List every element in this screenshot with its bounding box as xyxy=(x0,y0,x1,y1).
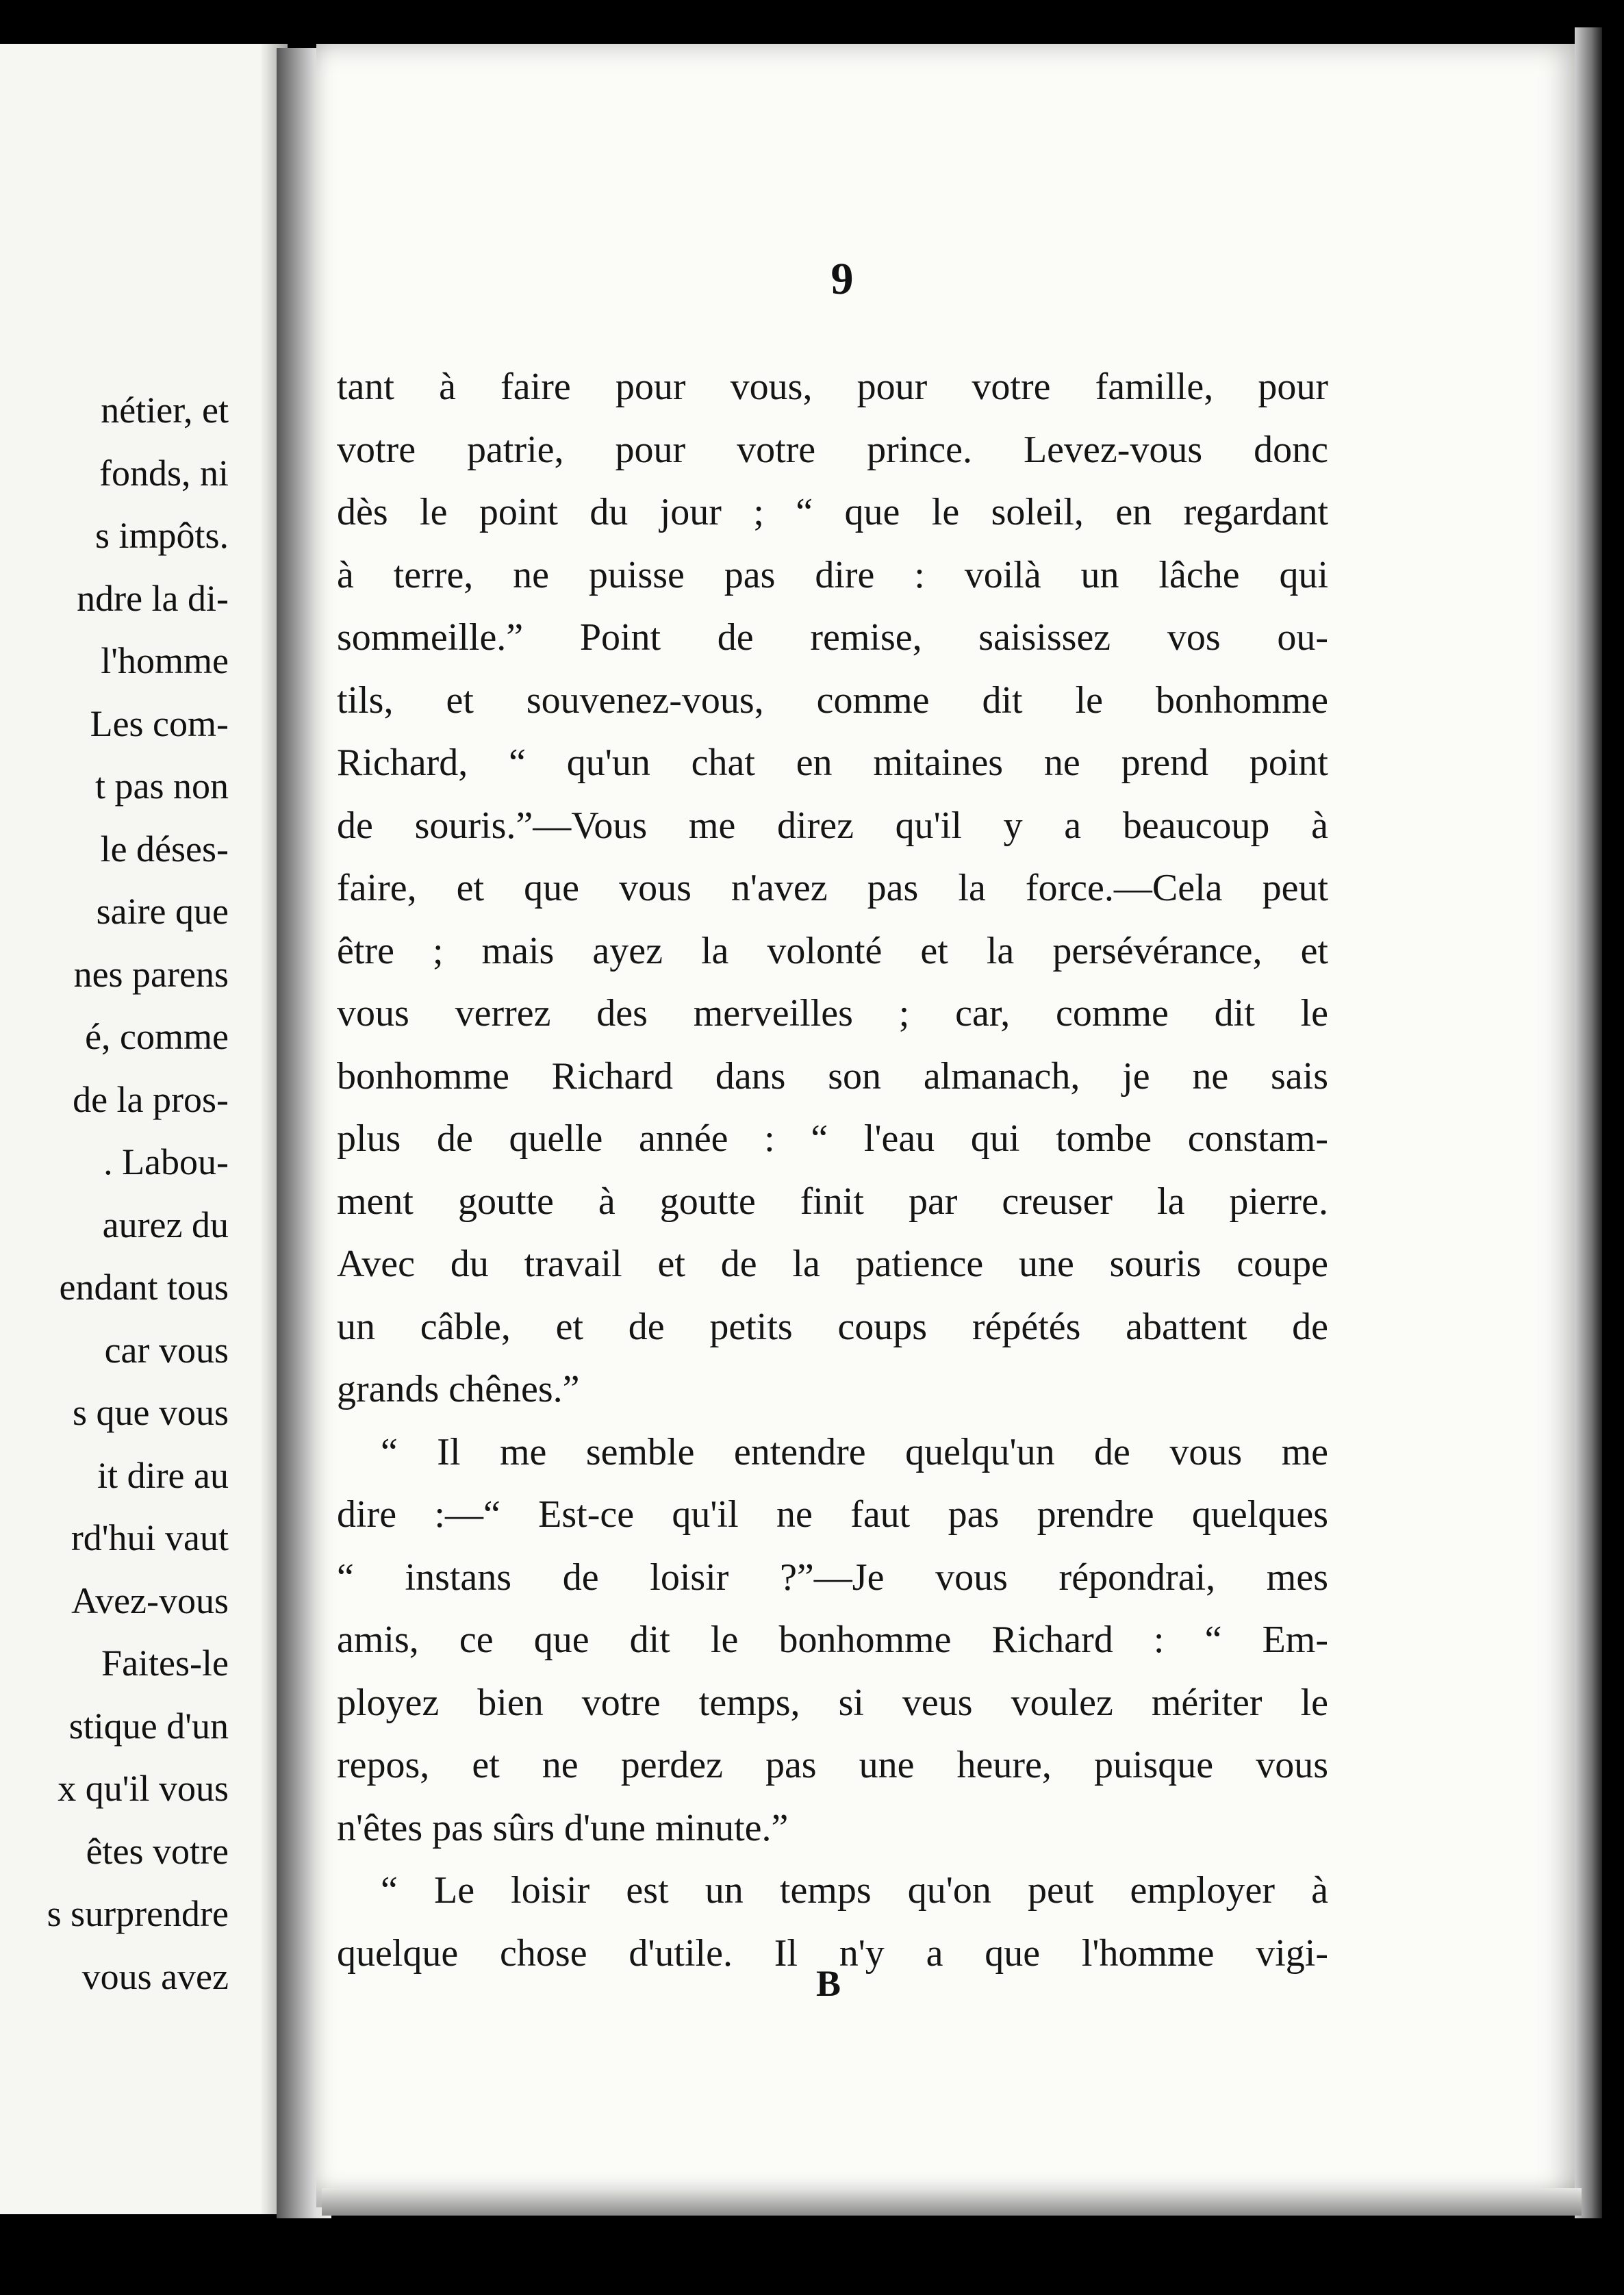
text-line: tils, et souvenez-vous, comme dit le bonhomme xyxy=(337,679,1328,722)
left-page-line: car vous xyxy=(104,1329,229,1371)
text-line: être ; mais ayez la volonté et la persévérance, et xyxy=(337,929,1328,972)
text-line: ployez bien votre temps, si veus voulez mériter le xyxy=(337,1681,1328,1724)
text-line: plus de quelle année : “ l'eau qui tombe constam- xyxy=(337,1117,1328,1160)
text-line: tant à faire pour vous, pour votre famille, pour xyxy=(337,366,1328,408)
page-edge-right xyxy=(1575,27,1602,2218)
left-page-line: Avez-vous xyxy=(71,1580,229,1621)
text-line: amis, ce que dit le bonhomme Richard : “ Em- xyxy=(337,1619,1328,1661)
text-line: grands chênes.” xyxy=(337,1368,580,1410)
text-line: ment goutte à goutte finit par creuser la pierre. xyxy=(337,1180,1328,1223)
signature-mark: B xyxy=(815,1963,841,2004)
left-page-line: aurez du xyxy=(102,1204,229,1245)
text-line: un câble, et de petits coups répétés abattent de xyxy=(337,1305,1328,1348)
left-page-line: le déses- xyxy=(100,828,229,870)
left-page-line: de la pros- xyxy=(73,1078,229,1120)
text-line: dire :—“ Est-ce qu'il ne faut pas prendre quelques xyxy=(337,1493,1328,1536)
text-line: Richard, “ qu'un chat en mitaines ne prend point xyxy=(337,741,1328,784)
left-page-line: êtes votre xyxy=(86,1830,229,1872)
body-text xyxy=(337,356,1328,1985)
left-page-line: nes parens xyxy=(73,953,229,995)
left-page-line: stique d'un xyxy=(68,1705,229,1747)
text-line: “ Le loisir est un temps qu'on peut employer à xyxy=(381,1869,1328,1912)
left-page-line: Les com- xyxy=(90,702,229,744)
left-page-line: s impôts. xyxy=(94,515,229,556)
left-page-line: é, comme xyxy=(85,1016,229,1057)
text-line: vous verrez des merveilles ; car, comme dit le xyxy=(337,992,1328,1035)
left-page-line: t pas non xyxy=(95,765,229,807)
text-line: “ Il me semble entendre quelqu'un de vous me xyxy=(381,1430,1328,1473)
left-page-line: ndre la di- xyxy=(77,577,229,619)
text-line: n'êtes pas sûrs d'une minute.” xyxy=(337,1806,789,1849)
text-line: sommeille.” Point de remise, saisissez vos ou- xyxy=(337,616,1328,659)
left-page-line: endant tous xyxy=(59,1267,229,1308)
text-line: Avec du travail et de la patience une souris coupe xyxy=(337,1243,1328,1285)
page-number: 9 xyxy=(830,254,854,304)
left-page-line: vous avez xyxy=(81,1955,229,1997)
text-line: de souris.”—Vous me direz qu'il y a beaucoup à xyxy=(337,804,1328,847)
left-page-line: s que vous xyxy=(73,1392,229,1433)
page-edge-bottom xyxy=(322,2188,1582,2216)
left-page-line: s surprendre xyxy=(47,1893,229,1934)
left-page-line: l'homme xyxy=(101,640,229,681)
text-line: bonhomme Richard dans son almanach, je ne sais xyxy=(337,1054,1328,1098)
left-page-line: rd'hui vaut xyxy=(71,1517,229,1558)
left-page-text xyxy=(0,379,229,2008)
text-line: dès le point du jour ; “ que le soleil, en regardant xyxy=(337,491,1328,533)
left-page-line: nétier, et xyxy=(101,390,229,431)
left-page-line: it dire au xyxy=(97,1454,229,1496)
text-line: “ instans de loisir ?”—Je vous répondrai, mes xyxy=(337,1556,1328,1599)
left-page-line: Faites-le xyxy=(101,1643,229,1684)
text-line: à terre, ne puisse pas dire : voilà un lâche qui xyxy=(337,553,1328,596)
left-page-line: saire que xyxy=(96,891,229,932)
left-page-line: . Labou- xyxy=(103,1141,229,1182)
left-page-line: x qu'il vous xyxy=(58,1768,229,1809)
left-page-fragment xyxy=(0,44,288,2214)
text-line: faire, et que vous n'avez pas la force.—Cela peut xyxy=(337,867,1328,909)
text-line: repos, et ne perdez pas une heure, puisque vous xyxy=(337,1744,1328,1786)
text-line: votre patrie, pour votre prince. Levez-vous donc xyxy=(337,428,1328,471)
text-line: quelque chose d'utile. Il n'y a que l'homme vigi- xyxy=(337,1931,1328,1975)
left-page-line: fonds, ni xyxy=(99,452,229,494)
